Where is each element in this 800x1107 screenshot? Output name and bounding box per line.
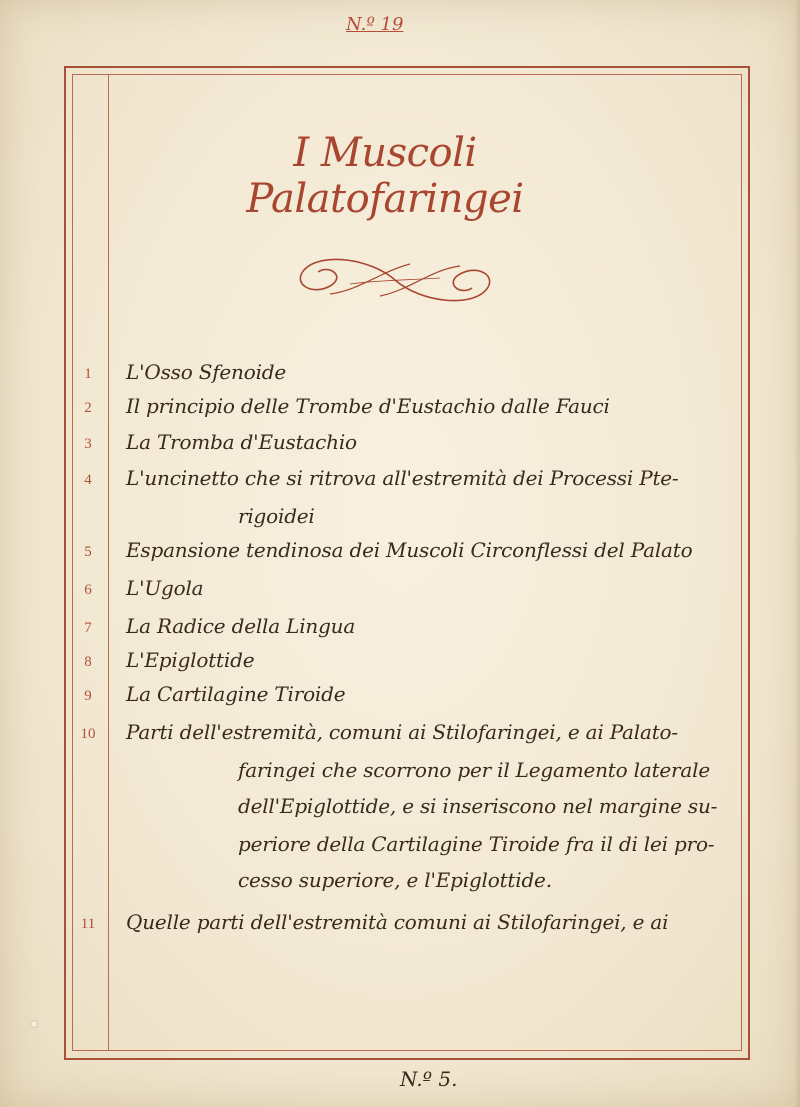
- border-outer-top: [64, 66, 750, 68]
- border-outer-bottom: [64, 1058, 750, 1060]
- border-inner-top: [72, 74, 742, 75]
- entry-text: La Cartilagine Tiroide: [126, 682, 346, 706]
- entry-text: L'Osso Sfenoide: [126, 360, 286, 384]
- border-inner-bottom: [72, 1050, 742, 1051]
- entry-text: L'uncinetto che si ritrova all'estremità dei Processi Pte-: [126, 466, 679, 490]
- folio-number: N.º 19: [346, 14, 404, 35]
- entry-number: 2: [84, 400, 92, 416]
- entry-text: L'Ugola: [126, 576, 204, 600]
- entry-text: La Tromba d'Eustachio: [126, 430, 357, 454]
- entry-text: Espansione tendinosa dei Muscoli Circonflessi del Palato: [126, 538, 693, 562]
- entry-number: 8: [84, 654, 92, 670]
- entry-number: 1: [84, 366, 92, 382]
- border-outer-left: [64, 66, 66, 1060]
- entry-number: 3: [84, 436, 92, 452]
- entry-text: L'Epiglottide: [126, 648, 255, 672]
- border-inner-left: [72, 74, 73, 1051]
- entry-number: 11: [80, 916, 96, 932]
- entry-text: Parti dell'estremità, comuni ai Stilofaringei, e ai Palato-: [126, 720, 678, 744]
- entry-text: Quelle parti dell'estremità comuni ai Stilofaringei, e ai: [126, 910, 669, 934]
- page-edge-shadow: [794, 0, 800, 1107]
- entry-number: 10: [80, 726, 96, 742]
- pin-hole: [30, 1020, 38, 1028]
- entry-number: 9: [84, 688, 92, 704]
- page-title: I Muscoli Palatofaringei: [246, 130, 524, 222]
- entry-text-continued: dell'Epiglottide, e si inseriscono nel margine su-: [238, 794, 718, 818]
- entry-number: 5: [84, 544, 92, 560]
- entry-text: Il principio delle Trombe d'Eustachio dalle Fauci: [126, 394, 610, 418]
- entry-text-continued: cesso superiore, e l'Epiglottide.: [238, 868, 552, 892]
- entry-text-continued: faringei che scorrono per il Legamento laterale: [238, 758, 710, 782]
- entry-text-continued: rigoidei: [238, 504, 315, 528]
- entry-text: La Radice della Lingua: [126, 614, 356, 638]
- margin-rule: [108, 74, 109, 1051]
- border-inner-right: [741, 74, 742, 1051]
- entry-text-continued: periore della Cartilagine Tiroide fra il di lei pro-: [238, 832, 715, 856]
- entry-number: 4: [84, 472, 92, 488]
- border-outer-right: [748, 66, 750, 1060]
- page-number: N.º 5.: [400, 1067, 458, 1091]
- calligraphic-flourish: [290, 250, 500, 310]
- entry-number: 6: [84, 582, 92, 598]
- entry-number: 7: [84, 620, 92, 636]
